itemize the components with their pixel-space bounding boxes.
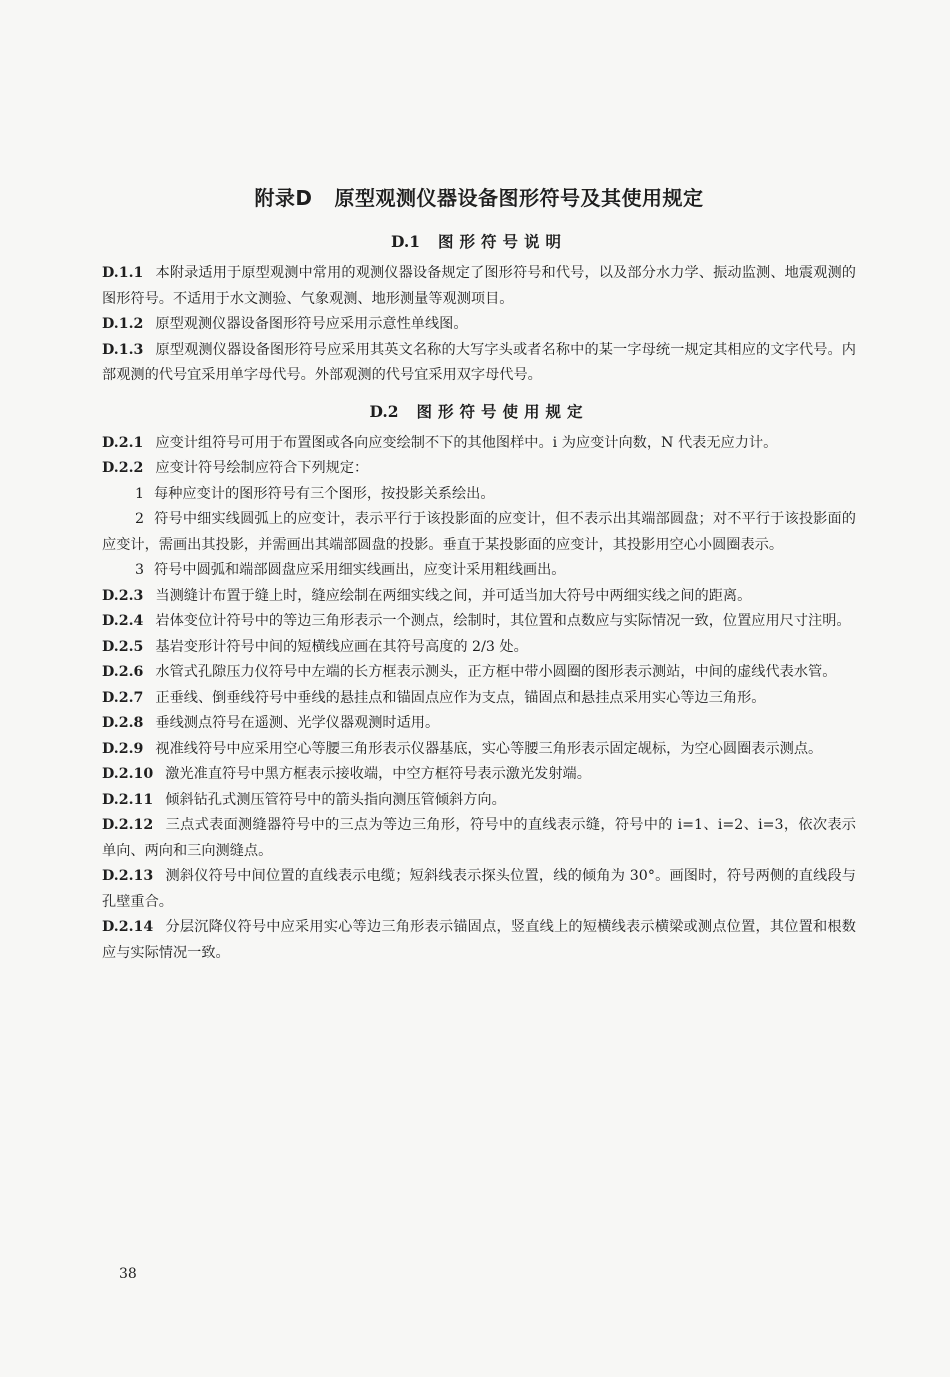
clause-d2-2-item-1: [102, 482, 856, 508]
clause-number: D.2.8: [102, 715, 144, 731]
clause-number: D.2.13: [102, 868, 154, 884]
clause-d1-3: [102, 338, 856, 389]
clause-d2-3: [102, 584, 856, 610]
clause-text: 三点式表面测缝器符号中的三点为等边三角形，符号中的直线表示缝，符号中的 i=1、i=2、i=3，依次表示单向、两向和三向测缝点。: [102, 817, 856, 859]
clause-number: D.2.6: [102, 664, 144, 680]
appendix-title-text: 原型观测仪器设备图形符号及其使用规定: [334, 186, 704, 210]
clause-d2-14: [102, 915, 856, 966]
page-content: [102, 183, 856, 966]
clause-number: D.2.14: [102, 919, 154, 935]
clause-d1-2: [102, 312, 856, 338]
appendix-title: [102, 183, 856, 213]
clause-text: 水管式孔隙压力仪符号中左端的长方框表示测头，正方框中带小圆圈的图形表示测站，中间的虚线代表水管。: [155, 664, 837, 680]
clause-d2-6: [102, 660, 856, 686]
clause-d2-8: [102, 711, 856, 737]
item-number: 2: [135, 511, 145, 527]
clause-d2-2-item-2: [102, 507, 856, 558]
clause-text: 应变计符号绘制应符合下列规定：: [155, 460, 369, 476]
clause-text: 正垂线、倒垂线符号中垂线的悬挂点和锚固点应作为支点，锚固点和悬挂点采用实心等边三角形。: [155, 689, 766, 706]
clause-d2-2: [102, 456, 856, 482]
clause-number: D.2.4: [102, 613, 144, 629]
clause-text: 基岩变形计符号中间的短横线应画在其符号高度的 2/3 处。: [155, 638, 528, 655]
clause-text: 分层沉降仪符号中应采用实心等边三角形表示锚固点，竖直线上的短横线表示横梁或测点位置，其位置和根数应与实际情况一致。: [102, 919, 856, 961]
clause-d2-12: [102, 813, 856, 864]
item-number: 3: [135, 562, 145, 578]
clause-number: D.1.1: [102, 265, 144, 281]
clause-number: D.2.1: [102, 434, 144, 451]
section-number: D.1: [390, 232, 421, 251]
clause-number: D.2.12: [102, 817, 154, 833]
clause-number: D.2.3: [102, 587, 144, 604]
item-text: 符号中圆弧和端部圆盘应采用细实线画出，应变计采用粗线画出。: [154, 562, 566, 578]
clause-d2-5: [102, 635, 856, 661]
clause-text: 测斜仪符号中间位置的直线表示电缆；短斜线表示探头位置，线的倾角为 30°。画图时，符号两侧的直线段与孔壁重合。: [102, 868, 856, 910]
section-number: D.2: [369, 401, 399, 421]
clause-text: 垂线测点符号在遥测、光学仪器观测时适用。: [155, 715, 440, 731]
page-number: 38: [119, 1266, 137, 1282]
clause-d2-10: [102, 762, 856, 788]
item-number: 1: [135, 485, 145, 502]
item-text: 符号中细实线圆弧上的应变计，表示平行于该投影面的应变计，但不表示出其端部圆盘；对不平行于该投影面的应变计，需画出其投影，并需画出其端部圆盘的投影。垂直于某投影面的应变计，其投影用空心小圆圈表示。: [102, 511, 856, 553]
clause-text: 视准线符号中应采用空心等腰三角形表示仪器基底，实心等腰三角形表示固定觇标，为空心圆圈表示测点。: [155, 740, 823, 757]
clause-d1-1: [102, 261, 856, 312]
section-heading-text: 图形符号说明: [438, 233, 568, 251]
clause-text: 当测缝计布置于缝上时，缝应绘制在两细实线之间，并可适当加大符号中两细实线之间的距离。: [155, 587, 752, 604]
clause-number: D.1.3: [102, 341, 144, 358]
clause-d2-13: [102, 864, 856, 915]
clause-number: D.2.11: [102, 791, 154, 808]
clause-number: D.2.2: [102, 460, 144, 476]
clause-text: 原型观测仪器设备图形符号应采用示意性单线图。: [155, 316, 468, 332]
clause-number: D.2.7: [102, 689, 144, 706]
clause-d2-1: [102, 431, 856, 457]
clause-text: 岩体变位计符号中的等边三角形表示一个测点，绘制时，其位置和点数应与实际情况一致，位置应用尺寸注明。: [155, 613, 851, 629]
section-heading-d2: [102, 399, 856, 425]
clause-number: D.2.5: [102, 638, 144, 655]
clause-number: D.1.2: [102, 316, 144, 332]
clause-text: 激光准直符号中黑方框表示接收端，中空方框符号表示激光发射端。: [165, 766, 591, 782]
clause-d2-9: [102, 737, 856, 763]
clause-d2-7: [102, 686, 856, 712]
section-heading-d1: [102, 229, 856, 255]
clause-number: D.2.10: [102, 766, 154, 782]
clause-text: 应变计组符号可用于布置图或各向应变绘制不下的其他图样中。i 为应变计向数，N 代表无应力计。: [155, 434, 778, 451]
clause-text: 本附录适用于原型观测中常用的观测仪器设备规定了图形符号和代号，以及部分水力学、振动监测、地震观测的图形符号。不适用于水文测验、气象观测、地形测量等观测项目。: [102, 265, 856, 307]
clause-d2-2-item-3: [102, 558, 856, 584]
clause-d2-11: [102, 788, 856, 814]
clause-number: D.2.9: [102, 740, 144, 757]
clause-text: 原型观测仪器设备图形符号应采用其英文名称的大写字头或者名称中的某一字母统一规定其相应的文字代号。内部观测的代号宜采用单字母代号。外部观测的代号宜采用双字母代号。: [102, 341, 856, 383]
section-heading-text: 图形符号使用规定: [416, 402, 589, 421]
item-text: 每种应变计的图形符号有三个图形，按投影关系绘出。: [154, 485, 495, 502]
clause-text: 倾斜钻孔式测压管符号中的箭头指向测压管倾斜方向。: [165, 791, 506, 808]
clause-d2-4: [102, 609, 856, 635]
appendix-label: 附录D: [254, 186, 313, 210]
